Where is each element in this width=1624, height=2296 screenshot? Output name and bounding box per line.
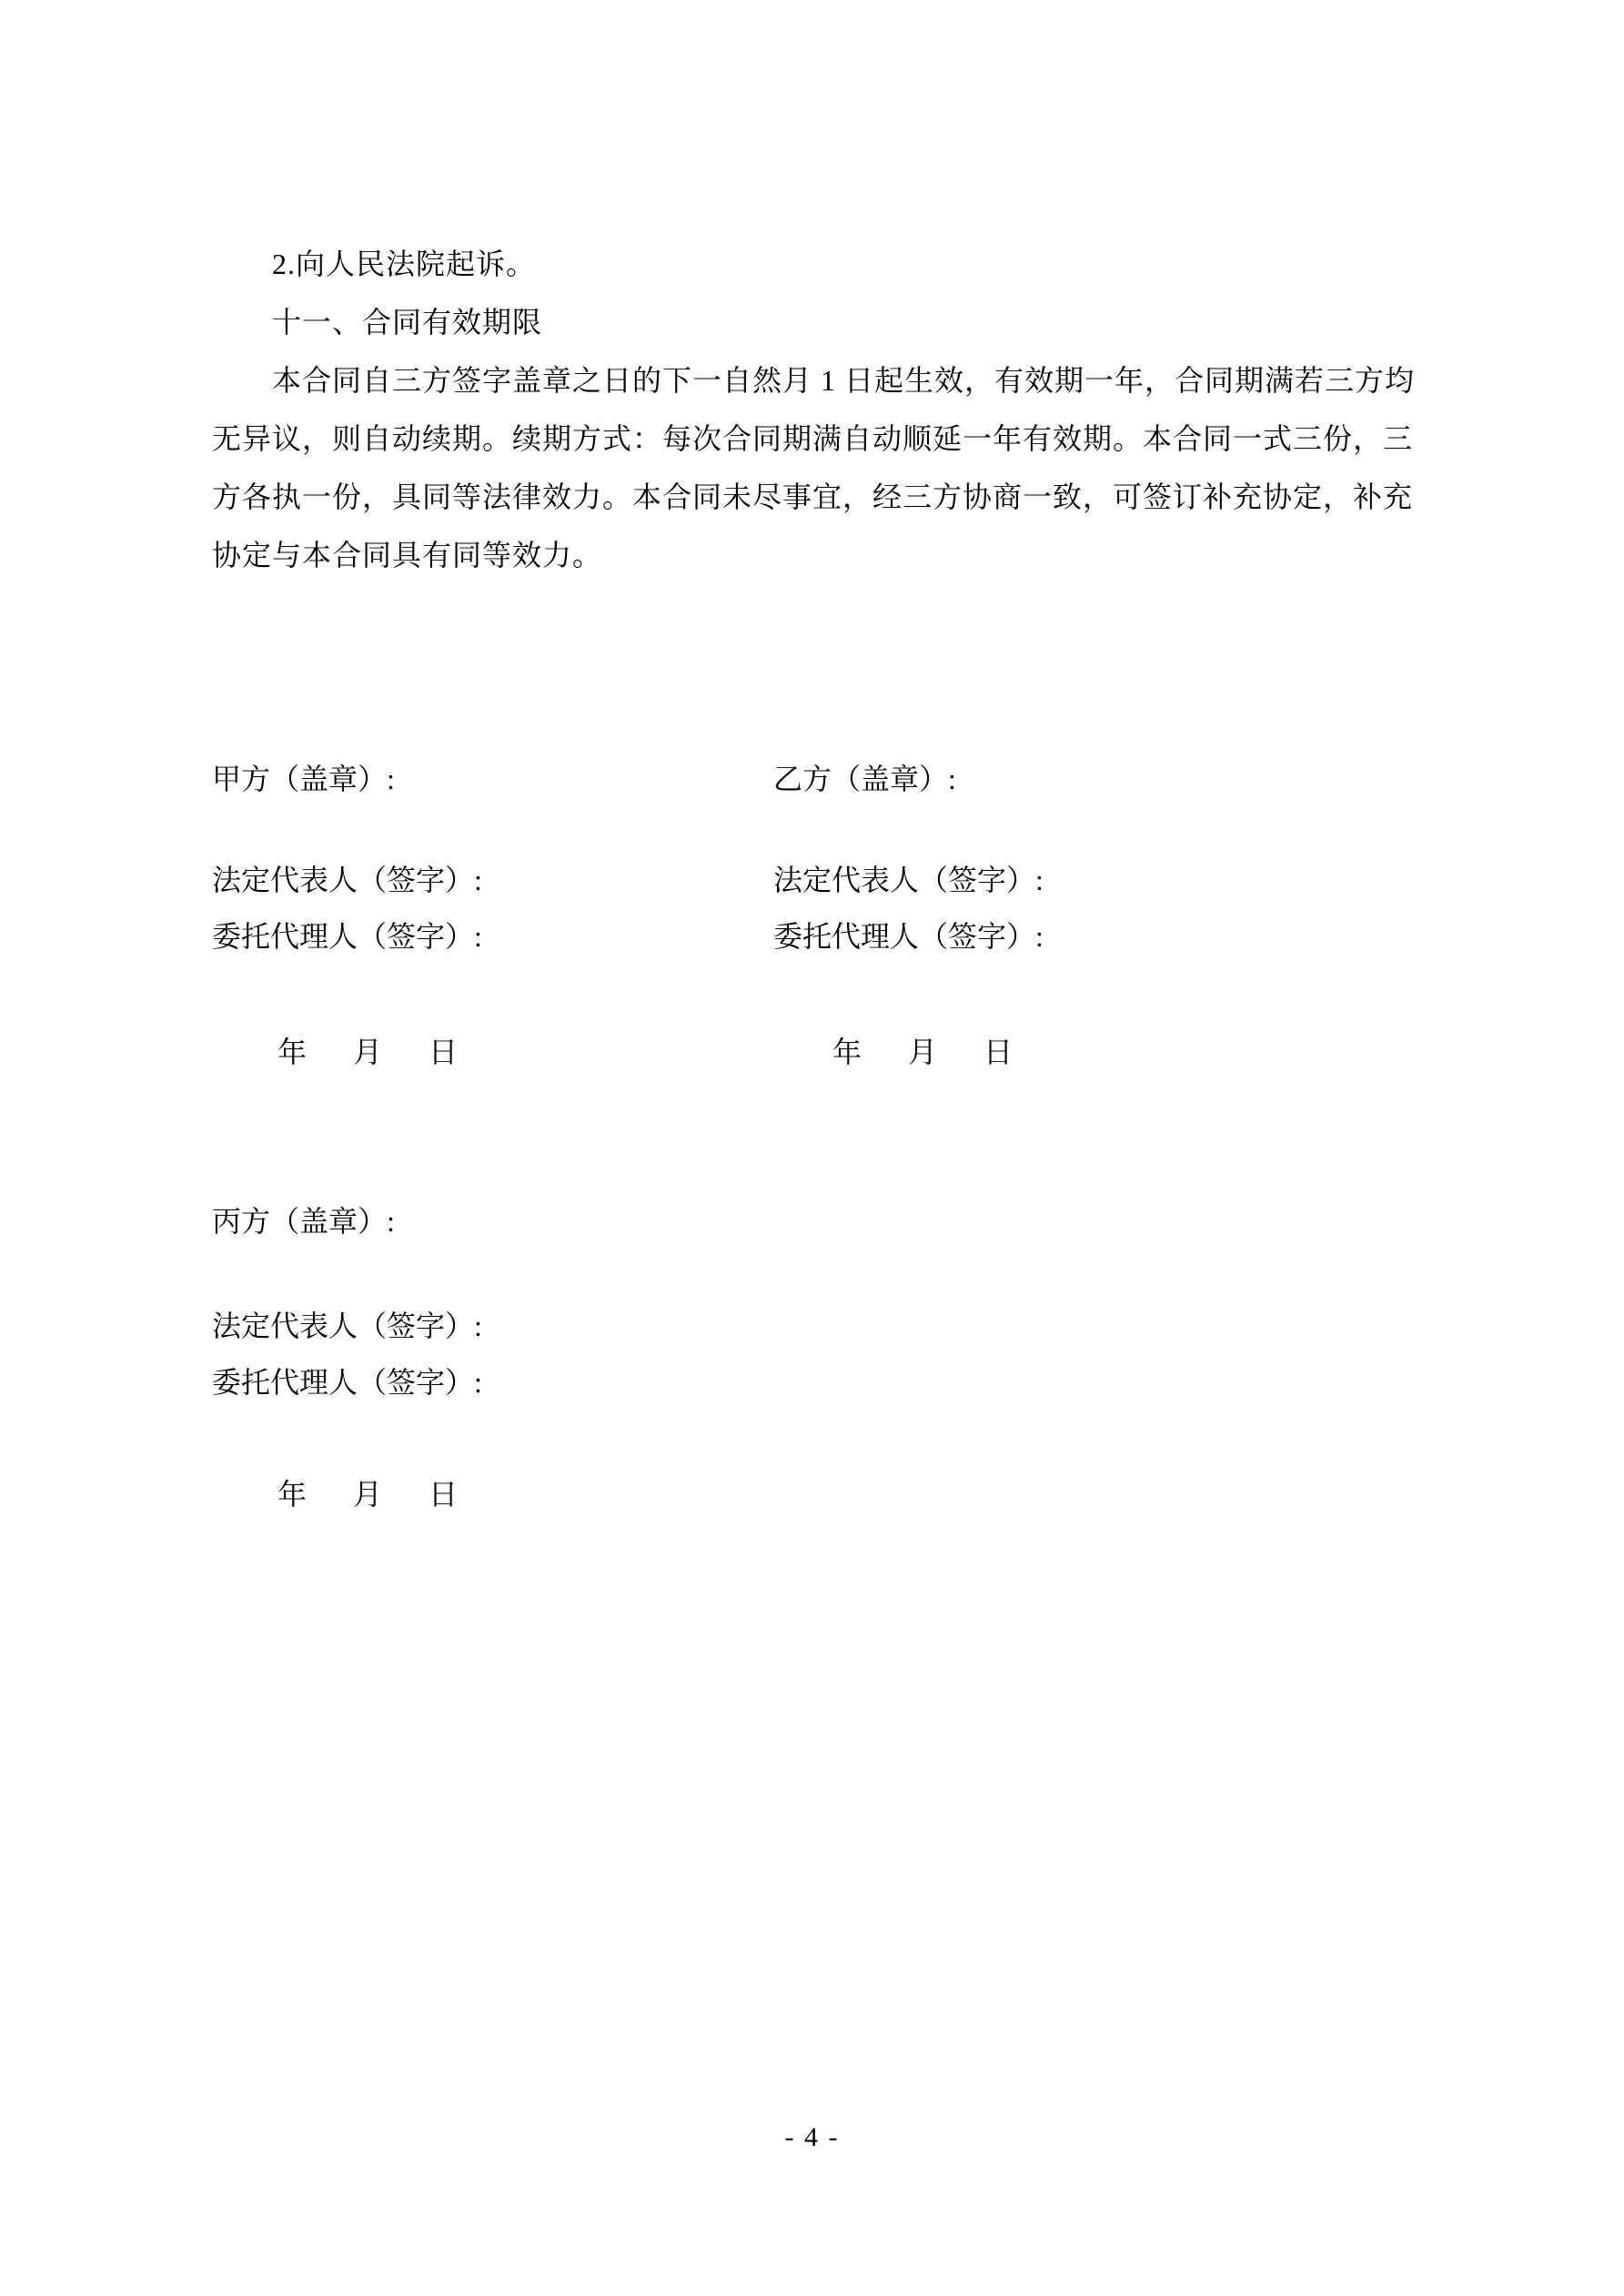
section-heading: 十一、合同有效期限 [272,306,543,339]
party-a-date-line [277,1034,458,1070]
party-c-seal-label: 丙方（盖章）: [212,1205,395,1238]
party-a-agent-label: 委托代理人（签字）: [212,920,482,953]
day-label: 日 [429,1036,459,1068]
party-a-legal-rep-label: 法定代表人（签字）: [212,864,482,896]
page-number: - 4 - [784,2122,840,2152]
year-label: 年 [832,1036,862,1068]
month-label: 月 [353,1036,383,1068]
month-label: 月 [353,1478,383,1511]
clause-item: 2.向人民法院起诉。 [272,248,537,280]
contract-body [212,235,1420,584]
party-b-agent-label: 委托代理人（签字）: [773,920,1044,953]
day-label: 日 [983,1036,1014,1068]
party-b-legal-rep-label: 法定代表人（签字）: [773,864,1044,896]
party-b-seal-label: 乙方（盖章）: [773,763,956,795]
year-label: 年 [277,1478,308,1511]
party-b-date-line [832,1034,1013,1070]
paragraph-line: 本合同自三方签字盖章之日的下一自然月 1 日起生效，有效期一年，合同期满若三方均 [272,364,1416,397]
party-c-legal-rep-label: 法定代表人（签字）: [212,1310,482,1342]
day-label: 日 [429,1478,459,1511]
paragraph-line: 协定与本合同具有同等效力。 [212,539,603,571]
paragraph-line: 无异议，则自动续期。续期方式：每次合同期满自动顺延一年有效期。本合同一式三份，三 [212,422,1414,455]
paragraph-line: 方各执一份，具同等法律效力。本合同未尽事宜，经三方协商一致，可签订补充协定，补充 [212,480,1414,513]
party-c-agent-label: 委托代理人（签字）: [212,1366,482,1399]
party-c-date-line [277,1476,458,1512]
month-label: 月 [908,1036,938,1068]
year-label: 年 [277,1036,308,1068]
party-a-seal-label: 甲方（盖章）: [212,763,395,795]
